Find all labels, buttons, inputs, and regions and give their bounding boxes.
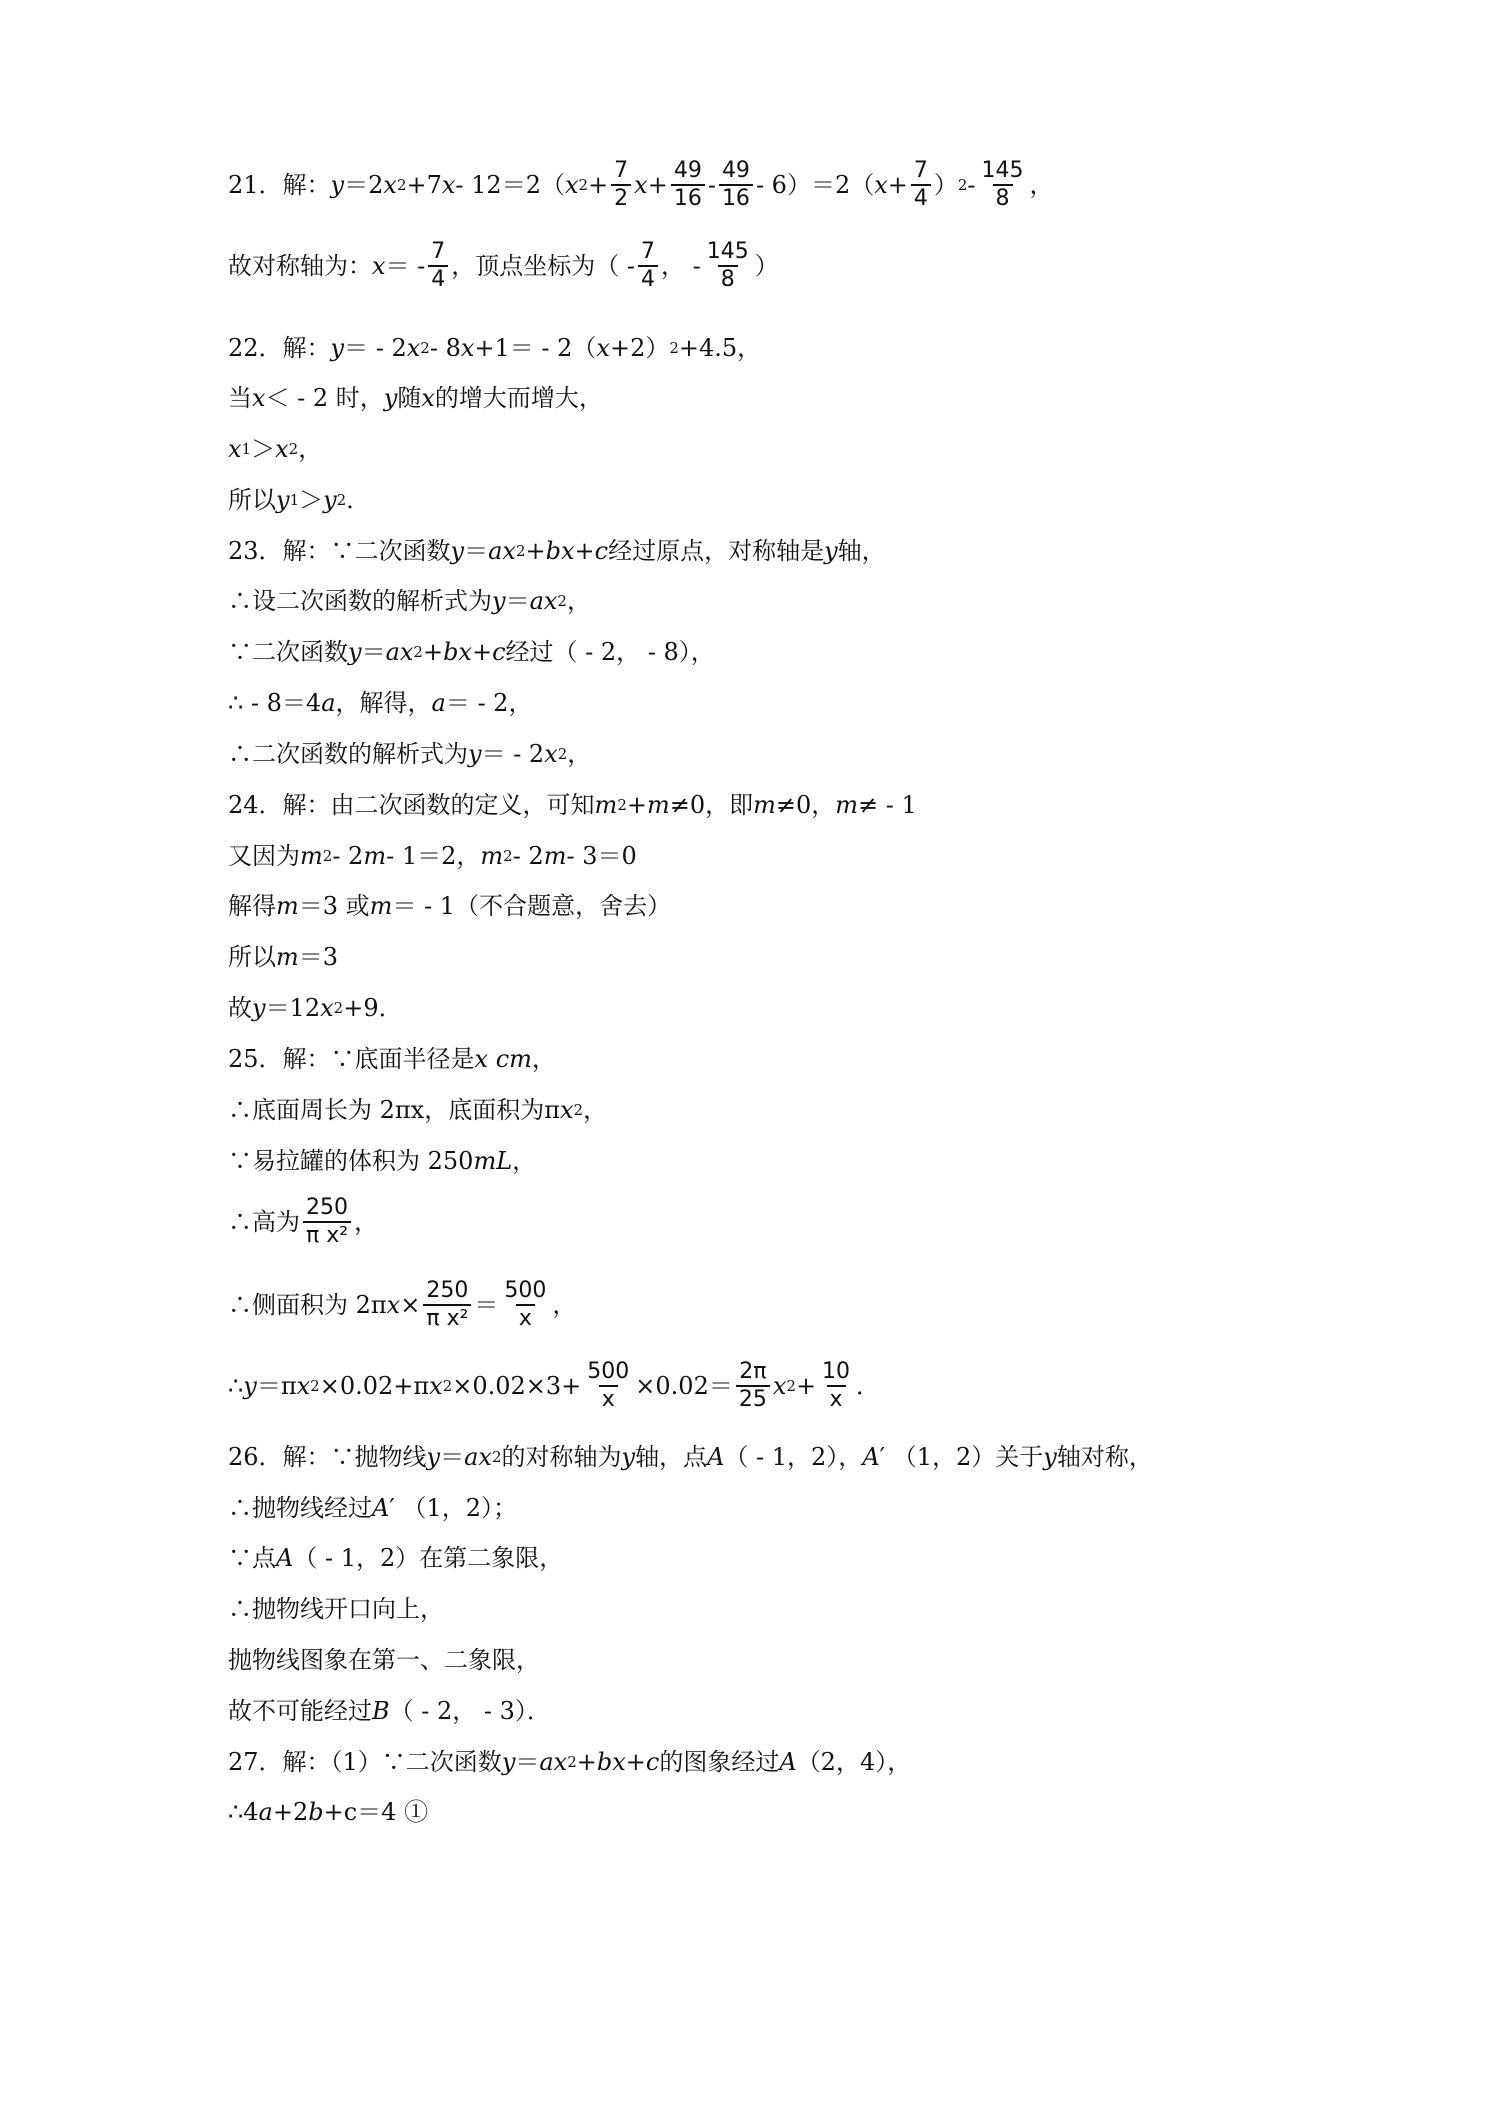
text-run: ，解得， [335, 689, 432, 717]
text-run: ＝ - 2， [445, 689, 533, 717]
text-run: + [588, 171, 609, 199]
math-variable: y [621, 1443, 636, 1471]
text-line: ∵二次函数 y ＝ ax 2 + bx + c 经过（ - 2， - 8）， [228, 638, 715, 666]
text-run: ≠ - 1 [858, 791, 917, 819]
text-line: ∴二次函数的解析式为 y ＝ - 2 x 2 ， [228, 740, 592, 768]
text-line: ∴ y ＝π x 2 ×0.02+π x 2 ×0.02×3+ $\frac{500}{x}$ ×0.02＝ $\frac{2\pi}{25}$ x 2 + $\frac{10}{x}$ ． [228, 1359, 881, 1412]
math-variable: y [492, 587, 506, 615]
text-run: ＝3 或 [298, 892, 370, 920]
math-variable: ax [529, 587, 558, 615]
math-variable: m [543, 842, 567, 870]
math-variable: ax [385, 638, 414, 666]
text-line [228, 1696, 551, 1726]
text-line: 23．解：∵二次函数 y ＝ ax 2 + bx + c 经过原点，对称轴是 y 轴， [228, 537, 886, 565]
text-line [228, 383, 603, 413]
fraction [428, 239, 448, 293]
text-run: + [625, 1748, 646, 1776]
math-variable: b [308, 1798, 324, 1826]
text-line: 24．解：由二次函数的定义，可知 m 2 + m ≠0，即 m ≠0， m ≠ - 1 [228, 791, 917, 819]
fraction-numerator: 2π [739, 1359, 767, 1384]
math-variable: m [276, 892, 299, 920]
math-variable: ax [464, 1443, 492, 1471]
text-run: - 12＝2（ [455, 171, 565, 199]
fraction-numerator: 250 [426, 1278, 469, 1303]
fraction [423, 1278, 471, 1332]
text-run: 所以 [228, 943, 276, 971]
text-line [228, 1594, 444, 1624]
fraction [719, 158, 753, 212]
fraction [611, 158, 631, 212]
text-run: 当 [228, 384, 252, 412]
fraction-denominator: 4 [638, 265, 658, 293]
text-run: ∴ [228, 1372, 244, 1400]
math-variable: a [431, 689, 446, 717]
math-variable: x [383, 171, 397, 199]
text-line [228, 1195, 379, 1248]
text-line: 故 y ＝12 x 2 +9． [228, 994, 403, 1022]
math-variable: y [252, 994, 266, 1022]
fraction-numerator: 500 [587, 1359, 630, 1384]
math-variable: m [300, 842, 323, 870]
text-run: + [795, 1372, 817, 1400]
math-variable: c [645, 1748, 660, 1776]
text-run: ∴侧面积为 2π [228, 1291, 387, 1319]
text-run: 轴对称， [1056, 1443, 1153, 1471]
fraction-numerator: 7 [431, 239, 446, 264]
fraction [819, 1359, 853, 1413]
text-run: 24．解：由二次函数的定义，可知 [228, 791, 595, 819]
math-variable: A [779, 1748, 797, 1776]
text-line: ∴设二次函数的解析式为 y ＝ ax 2 ， [228, 587, 591, 615]
text-run: ． [346, 486, 371, 514]
text-run: 故 [228, 994, 252, 1022]
text-run: ＝ - 2 [481, 740, 545, 768]
math-variable: m [753, 791, 776, 819]
fraction-denominator: 4 [911, 184, 931, 212]
math-variable: A [707, 1443, 725, 1471]
text-run: ≠0，即 [669, 791, 754, 819]
text-run: ＝ [474, 1291, 499, 1319]
math-variable: y [330, 334, 345, 362]
text-line [228, 1278, 577, 1331]
fraction-numerator: 145 [981, 158, 1024, 183]
text-run: ∴ - 8＝4 [228, 689, 322, 717]
fraction-numerator: 500 [504, 1278, 547, 1303]
text-run: - 3＝0 [566, 842, 637, 870]
math-variable: x [421, 384, 435, 412]
text-run: - 2 [512, 842, 544, 870]
text-line [228, 1797, 428, 1827]
text-run: 的图象经过 [659, 1748, 780, 1776]
text-run: 的对称轴为 [501, 1443, 622, 1471]
fraction-numerator: 10 [822, 1359, 851, 1384]
text-run: - [707, 171, 716, 199]
text-line [228, 1493, 517, 1523]
text-run: ∵易拉罐的体积为 250 [228, 1147, 474, 1175]
text-run: ＝ [505, 587, 530, 615]
text-line: x 1 ＞ x 2 ， [228, 435, 323, 463]
math-variable: bx [596, 1748, 626, 1776]
text-run: +2） [609, 334, 670, 362]
math-variable: x [228, 435, 242, 463]
fraction-denominator: 8 [993, 184, 1013, 212]
fraction [638, 239, 658, 293]
math-variable: x [564, 171, 579, 199]
text-run: 26．解：∵抛物线 [228, 1443, 427, 1471]
math-variable: m [646, 791, 670, 819]
math-variable: x [772, 1372, 787, 1400]
math-variable: y [330, 171, 345, 199]
math-variable: y [450, 537, 465, 565]
text-run: 抛物线图象在第一、二象限， [228, 1646, 540, 1674]
text-run: 轴，点 [635, 1443, 708, 1471]
text-line [228, 942, 338, 972]
text-run: 25．解：∵底面半径是 [228, 1045, 475, 1073]
text-run: ∵点 [228, 1544, 276, 1572]
math-variable: x [429, 1372, 443, 1400]
math-variable: y [276, 486, 290, 514]
text-line [228, 239, 779, 292]
text-run: 的增大而增大， [434, 384, 603, 412]
text-run: + [574, 537, 595, 565]
math-variable: x cm [474, 1045, 532, 1073]
math-variable: A [372, 1494, 390, 1522]
text-run: ∵二次函数 [228, 638, 348, 666]
text-run: +c＝4 ① [323, 1798, 429, 1826]
text-line [228, 1645, 540, 1675]
text-line [228, 688, 532, 718]
text-run: - 8 [429, 334, 461, 362]
fraction-denominator: 16 [671, 184, 705, 212]
text-run: ×0.02×3+ [452, 1372, 582, 1400]
fraction [911, 158, 931, 212]
text-run: 经过（ - 2， - 8）， [505, 638, 715, 666]
text-run: ≠0， [775, 791, 836, 819]
fraction [501, 1278, 549, 1332]
text-run: 故不可能经过 [228, 1697, 372, 1725]
fraction-numerator: 7 [641, 239, 656, 264]
text-line: 27．解：（1）∵二次函数 y ＝ ax 2 + bx + c 的图象经过 A （2，4）， [228, 1748, 912, 1776]
math-variable: c [492, 638, 506, 666]
text-run: （ - 1，2）， [724, 1443, 863, 1471]
fraction-denominator: x [827, 1385, 846, 1413]
text-run: ＝3 [298, 943, 339, 971]
fraction-denominator: 16 [719, 184, 753, 212]
math-variable: x [460, 334, 475, 362]
text-line: 21．解： y ＝2 x 2 +7 x - 12＝2（ x 2 + $\frac{7}{2}$ x + $\frac{49}{16}$ - $\frac{49}{16}$ - 6）＝2（ x + $\frac{7}{4}$ ） 2 - $\frac{145}{8}$ ， [228, 158, 1054, 211]
text-run: 又因为 [228, 842, 300, 870]
text-run: ， [567, 740, 592, 768]
math-variable: x [441, 171, 456, 199]
text-line: 所以 y 1 ＞ y 2 ． [228, 486, 371, 514]
fraction [979, 158, 1027, 212]
text-run: ， - [661, 252, 701, 280]
text-run: ＝ [440, 1443, 465, 1471]
text-run: + [576, 1748, 597, 1776]
text-run: +9． [343, 994, 403, 1022]
fraction-numerator: 49 [721, 158, 750, 183]
text-line [228, 1146, 536, 1176]
math-variable: m [276, 943, 299, 971]
text-run: ＝ [515, 1748, 540, 1776]
text-run: ） [754, 252, 779, 280]
fraction-numerator: 49 [673, 158, 702, 183]
text-run: +1＝ - 2（ [474, 334, 597, 362]
text-run: ∴设二次函数的解析式为 [228, 587, 492, 615]
math-variable: x [320, 994, 334, 1022]
math-variable: a [258, 1798, 273, 1826]
text-run: （2，4）， [796, 1748, 912, 1776]
text-run: ＞ [299, 486, 324, 514]
text-line: 22．解： y ＝ - 2 x 2 - 8 x +1＝ - 2（ x +2） 2 +4.5， [228, 334, 762, 362]
math-variable: x [275, 435, 289, 463]
text-run: +7 [406, 171, 442, 199]
math-variable: x [874, 171, 888, 199]
math-variable: x [596, 334, 610, 362]
math-variable: y [426, 1443, 441, 1471]
text-run: - 2 [332, 842, 364, 870]
text-run: 轴， [837, 537, 886, 565]
text-run: +2 [272, 1798, 309, 1826]
text-run: ＝ - 2 [344, 334, 407, 362]
text-line: 26．解：∵抛物线 y ＝ ax 2 的对称轴为 y 轴，点 A （ - 1，2）， A ′ （1，2）关于 y 轴对称， [228, 1443, 1153, 1471]
text-run: （ - 2， - 3）． [389, 1697, 551, 1725]
fraction-denominator: 2 [611, 184, 631, 212]
math-variable: x [252, 384, 266, 412]
text-line [228, 1543, 563, 1573]
math-variable: bx [545, 537, 575, 565]
math-variable: m [369, 892, 393, 920]
text-run: + [887, 171, 908, 199]
math-variable: x [386, 1291, 401, 1319]
math-variable: ax [539, 1748, 568, 1776]
text-run: ） [933, 171, 958, 199]
fraction [584, 1359, 632, 1413]
math-variable: m [594, 791, 618, 819]
text-run: ×0.02＝ [635, 1372, 733, 1400]
fraction-denominator: x [516, 1304, 535, 1332]
math-variable: y [243, 1372, 257, 1400]
text-run: ∴底面周长为 2πx，底面积为π [228, 1096, 560, 1124]
text-run: ＝ [464, 537, 489, 565]
math-variable: m [835, 791, 859, 819]
math-variable: A [862, 1443, 880, 1471]
text-run: × [400, 1291, 421, 1319]
text-run: ＝ - 1（不合题意，舍去） [392, 892, 672, 920]
math-variable: x [634, 171, 648, 199]
math-variable: y [323, 486, 337, 514]
text-run: ＝ [361, 638, 386, 666]
text-run: ∴二次函数的解析式为 [228, 740, 468, 768]
text-run: ， [512, 1147, 537, 1175]
text-run: 22．解： [228, 334, 331, 362]
text-run: + [471, 638, 493, 666]
math-variable: bx [443, 638, 472, 666]
fraction-denominator: 25 [736, 1385, 770, 1413]
text-run: ′ （1，2）关于 [879, 1443, 1044, 1471]
text-run: ， [298, 435, 323, 463]
text-run: ∴抛物线经过 [228, 1494, 372, 1522]
text-line: 又因为 m 2 - 2 m - 1＝2， m 2 - 2 m - 3＝0 [228, 842, 637, 870]
text-run: ＞ [251, 435, 276, 463]
text-run: ＝2 [344, 171, 384, 199]
math-variable: y [501, 1748, 516, 1776]
math-variable: y [468, 740, 482, 768]
text-run: 经过原点，对称轴是 [608, 537, 825, 565]
math-variable: y [348, 638, 362, 666]
math-variable: ax [488, 537, 516, 565]
math-variable: mL [473, 1147, 513, 1175]
text-run: - 1＝2， [386, 842, 481, 870]
text-run: ， [583, 1096, 608, 1124]
text-run: 故对称轴为： [228, 252, 372, 280]
math-variable: x [372, 252, 386, 280]
text-line: ∴底面周长为 2πx，底面积为π x 2 ， [228, 1096, 608, 1124]
fraction [704, 239, 752, 293]
fraction [736, 1359, 770, 1413]
text-run: + [647, 171, 668, 199]
math-variable: x [544, 740, 558, 768]
text-line [228, 891, 671, 921]
fraction [671, 158, 705, 212]
fraction-denominator: π x² [303, 1221, 351, 1249]
math-variable: y [383, 384, 398, 412]
text-run: ＝π [256, 1372, 297, 1400]
text-run: ， [531, 1045, 556, 1073]
fraction-numerator: 250 [306, 1195, 349, 1220]
math-variable: B [372, 1697, 390, 1725]
math-variable: m [363, 842, 387, 870]
text-run: ∴4 [228, 1798, 259, 1826]
text-run: +4.5， [678, 334, 762, 362]
math-variable: x [406, 334, 421, 362]
math-variable: c [594, 537, 609, 565]
text-run: ′ （1，2）； [389, 1494, 517, 1522]
text-run: 解得 [228, 892, 276, 920]
fraction-denominator: 8 [718, 265, 738, 293]
text-run: ＝12 [265, 994, 321, 1022]
text-run: 随 [397, 384, 422, 412]
math-variable: A [276, 1544, 294, 1572]
text-run: ×0.02+π [319, 1372, 430, 1400]
fraction [303, 1195, 351, 1249]
math-variable: a [321, 689, 336, 717]
math-variable: y [1043, 1443, 1057, 1471]
text-run: - 6）＝2（ [755, 171, 875, 199]
text-run: 所以 [228, 486, 276, 514]
text-run: ， [354, 1208, 379, 1236]
text-line [228, 1044, 556, 1074]
text-run: ， [1029, 171, 1054, 199]
text-run: + [525, 537, 546, 565]
text-run: ＜ - 2 时， [265, 384, 384, 412]
text-run: ∴抛物线开口向上， [228, 1595, 444, 1623]
text-run: ， [552, 1291, 577, 1319]
text-run: ，顶点坐标为（ - [451, 252, 636, 280]
math-variable: m [480, 842, 504, 870]
text-run: + [422, 638, 444, 666]
text-run: ， [566, 587, 591, 615]
fraction-denominator: 4 [428, 265, 448, 293]
fraction-numerator: 145 [706, 239, 749, 264]
text-run: 21．解： [228, 171, 331, 199]
fraction-numerator: 7 [614, 158, 629, 183]
text-run: 27．解：（1）∵二次函数 [228, 1748, 502, 1776]
text-run: + [626, 791, 647, 819]
fraction-numerator: 7 [913, 158, 928, 183]
text-run: ． [856, 1372, 881, 1400]
text-run: ＝ - [385, 252, 426, 280]
text-run: - [967, 171, 976, 199]
math-variable: x [296, 1372, 311, 1400]
text-run: ∴高为 [228, 1208, 300, 1236]
text-run: （ - 1，2）在第二象限， [293, 1544, 564, 1572]
fraction-denominator: x [599, 1385, 618, 1413]
fraction-denominator: π x² [423, 1304, 471, 1332]
math-variable: y [824, 537, 838, 565]
math-variable: x [559, 1096, 574, 1124]
text-run: 23．解：∵二次函数 [228, 537, 451, 565]
